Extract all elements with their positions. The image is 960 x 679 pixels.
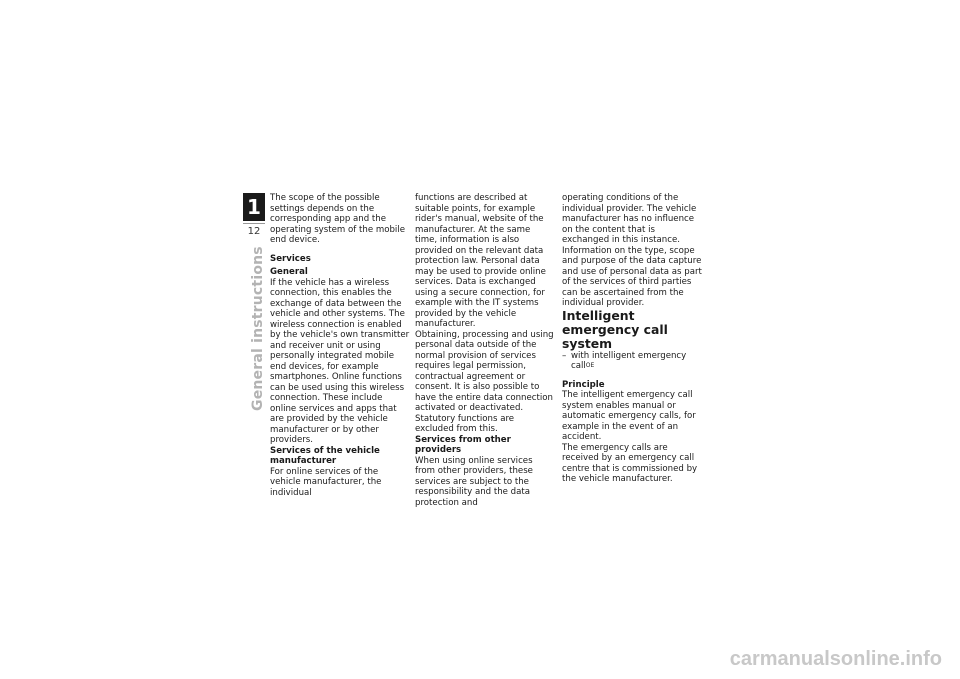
manufacturer-paragraph: For online services of the vehicle manufacturer, the individual	[270, 466, 382, 498]
chapter-title: General instructions	[250, 246, 266, 411]
functions-paragraph: functions are described at suitable points, for example rider's manual, website of the manufacturer. At the same time, information is also provided on the relevant data protection law. Personal data may be used to provide online services. Data is exchanged using a secure connection, for example with the IT systems provided by the vehicle manufacturer.	[415, 193, 546, 329]
bullet-dash: –	[562, 350, 567, 361]
oe-superscript: OE	[585, 362, 595, 369]
principle-paragraph-1: The intelligent emergency call system enables manual or automatic emergency calls, for example in the event of an accident.	[562, 390, 696, 442]
principle-paragraph-2: The emergency calls are received by an emergency call centre that is commissioned by the vehicle manufacturer.	[562, 442, 698, 484]
equipment-bullet	[562, 351, 702, 372]
other-providers-heading: Services from other providers	[415, 434, 511, 455]
bullet-text: with intelligent emergency call	[571, 350, 687, 371]
provider-paragraph: operating conditions of the individual provider. The vehicle manufacturer has no influence on the content that is exchanged in this instance. Information on the type, scope and purpose of the data capture and use of personal data as part of the services of third parties can be ascertained from the individual provider.	[562, 193, 702, 308]
bullet-text-wrap	[571, 351, 702, 372]
personal-data-paragraph: Obtaining, processing and using personal data outside of the normal provision of services requires legal permission, contractual agreement or consent. It is also possible to have the entire data connection activated or deactivated. Statutory functions are excluded from this.	[415, 329, 554, 434]
column-2	[415, 193, 555, 508]
other-providers-paragraph: When using online services from other providers, these services are subject to the responsibility and the data protection and	[415, 455, 533, 508]
chapter-tab	[243, 193, 265, 237]
intro-paragraph: The scope of the possible settings depends on the corresponding app and the operating system of the mobile end device.	[270, 193, 405, 245]
services-heading: Services	[270, 253, 311, 264]
manufacturer-heading: Services of the vehicle manufacturer	[270, 445, 380, 466]
general-heading: General	[270, 267, 308, 277]
watermark-logo: carmanualsonline.info	[729, 648, 942, 670]
column-3	[562, 193, 702, 485]
page-number: 12	[243, 223, 265, 237]
section-heading: Intelligent emergency call system	[562, 307, 668, 351]
column-1	[270, 193, 410, 498]
chapter-number: 1	[243, 193, 265, 221]
general-paragraph: If the vehicle has a wireless connection, this enables the exchange of data between the vehicle and other systems. The wireless connection is enabled by the vehicle's own transmitter and receiver unit or using personally integrated mobile end devices, for example smartphones. Online functions can be used using this wireless connection. These include online services and apps that are provided by the vehicle manufacturer or by other providers.	[270, 277, 410, 445]
principle-heading: Principle	[562, 379, 605, 390]
